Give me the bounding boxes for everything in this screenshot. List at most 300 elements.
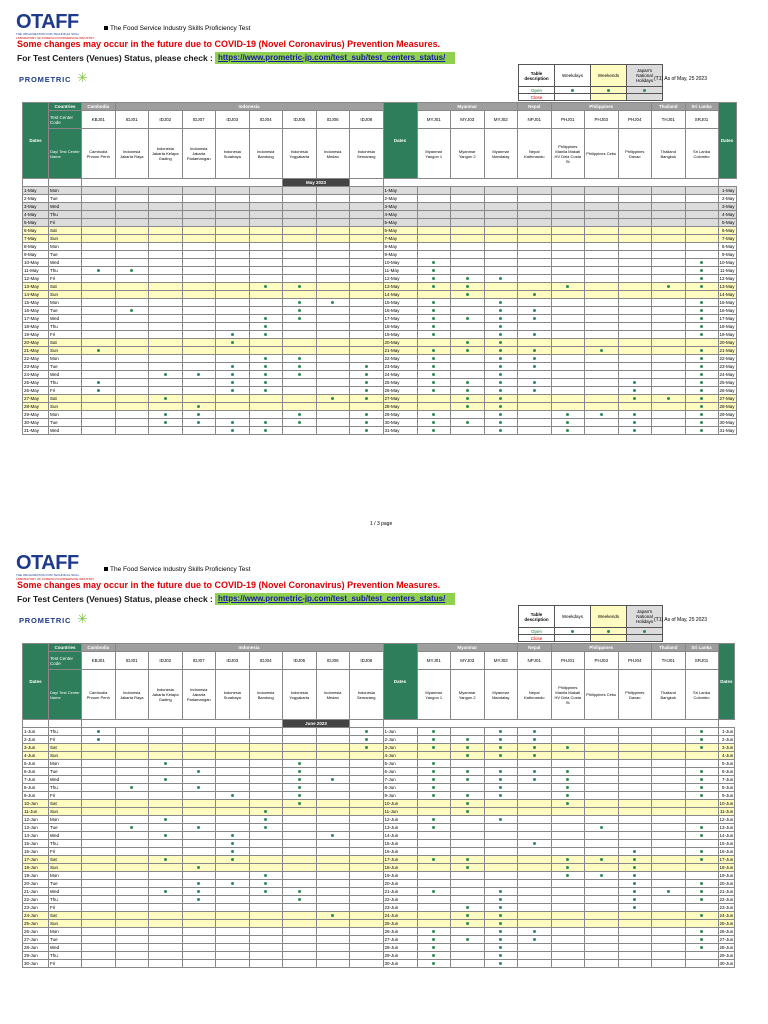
schedule-cell[interactable] [316,387,350,395]
schedule-cell[interactable] [216,936,250,944]
schedule-cell[interactable] [551,403,585,411]
schedule-cell[interactable] [149,243,183,251]
schedule-cell[interactable] [149,736,183,744]
schedule-cell[interactable] [115,928,149,936]
schedule-cell[interactable] [484,355,518,363]
schedule-cell[interactable] [216,403,250,411]
schedule-cell[interactable] [484,880,518,888]
schedule-cell[interactable] [551,832,585,840]
schedule-cell[interactable] [484,856,518,864]
schedule-cell[interactable] [551,387,585,395]
schedule-cell[interactable] [417,323,451,331]
schedule-cell[interactable] [518,395,552,403]
schedule-cell[interactable] [115,752,149,760]
schedule-cell[interactable] [182,427,216,435]
schedule-cell[interactable] [115,952,149,960]
schedule-cell[interactable] [618,299,652,307]
schedule-cell[interactable] [149,219,183,227]
schedule-cell[interactable] [283,896,317,904]
schedule-cell[interactable] [283,363,317,371]
schedule-cell[interactable] [115,211,149,219]
schedule-cell[interactable] [216,824,250,832]
schedule-cell[interactable] [618,768,652,776]
schedule-cell[interactable] [350,880,384,888]
schedule-cell[interactable] [652,291,686,299]
schedule-cell[interactable] [316,243,350,251]
schedule-cell[interactable] [149,872,183,880]
schedule-cell[interactable] [216,283,250,291]
schedule-cell[interactable] [484,840,518,848]
schedule-cell[interactable] [652,195,686,203]
schedule-cell[interactable] [451,928,485,936]
schedule-cell[interactable] [182,872,216,880]
schedule-cell[interactable] [149,387,183,395]
schedule-cell[interactable] [82,259,116,267]
schedule-cell[interactable] [316,872,350,880]
schedule-cell[interactable] [350,275,384,283]
schedule-cell[interactable] [249,784,283,792]
schedule-cell[interactable] [685,760,718,768]
schedule-cell[interactable] [685,816,718,824]
schedule-cell[interactable] [652,856,686,864]
schedule-cell[interactable] [283,411,317,419]
schedule-cell[interactable] [283,211,317,219]
schedule-cell[interactable] [115,880,149,888]
schedule-cell[interactable] [316,195,350,203]
schedule-cell[interactable] [216,944,250,952]
schedule-cell[interactable] [451,315,485,323]
schedule-cell[interactable] [652,920,686,928]
schedule-cell[interactable] [249,952,283,960]
schedule-cell[interactable] [350,227,384,235]
schedule-cell[interactable] [451,728,485,736]
schedule-cell[interactable] [82,888,116,896]
schedule-cell[interactable] [149,928,183,936]
schedule-cell[interactable] [82,752,116,760]
schedule-cell[interactable] [618,928,652,936]
schedule-cell[interactable] [216,816,250,824]
schedule-cell[interactable] [149,331,183,339]
schedule-cell[interactable] [451,872,485,880]
schedule-cell[interactable] [685,291,718,299]
schedule-cell[interactable] [484,251,518,259]
schedule-cell[interactable] [451,259,485,267]
schedule-cell[interactable] [551,960,585,968]
schedule-cell[interactable] [685,283,718,291]
schedule-cell[interactable] [484,896,518,904]
schedule-cell[interactable] [149,728,183,736]
schedule-cell[interactable] [685,339,718,347]
schedule-cell[interactable] [216,728,250,736]
status-link[interactable]: https://www.prometric-jp.com/test_sub/test_centers_status/ [215,593,455,605]
schedule-cell[interactable] [652,403,686,411]
schedule-cell[interactable] [618,736,652,744]
schedule-cell[interactable] [585,816,619,824]
schedule-cell[interactable] [618,275,652,283]
schedule-cell[interactable] [451,912,485,920]
schedule-cell[interactable] [149,403,183,411]
schedule-cell[interactable] [518,880,552,888]
schedule-cell[interactable] [685,347,718,355]
schedule-cell[interactable] [484,832,518,840]
schedule-cell[interactable] [417,864,451,872]
schedule-cell[interactable] [685,387,718,395]
schedule-cell[interactable] [685,315,718,323]
schedule-cell[interactable] [283,880,317,888]
schedule-cell[interactable] [685,808,718,816]
schedule-cell[interactable] [451,896,485,904]
schedule-cell[interactable] [551,912,585,920]
schedule-cell[interactable] [518,944,552,952]
schedule-cell[interactable] [618,427,652,435]
schedule-cell[interactable] [685,331,718,339]
schedule-cell[interactable] [484,888,518,896]
schedule-cell[interactable] [216,776,250,784]
schedule-cell[interactable] [115,219,149,227]
schedule-cell[interactable] [249,227,283,235]
schedule-cell[interactable] [350,816,384,824]
schedule-cell[interactable] [316,896,350,904]
schedule-cell[interactable] [417,299,451,307]
schedule-cell[interactable] [417,848,451,856]
schedule-cell[interactable] [249,928,283,936]
schedule-cell[interactable] [484,291,518,299]
schedule-cell[interactable] [685,203,718,211]
schedule-cell[interactable] [316,291,350,299]
schedule-cell[interactable] [618,419,652,427]
schedule-cell[interactable] [551,752,585,760]
schedule-cell[interactable] [149,283,183,291]
schedule-cell[interactable] [316,411,350,419]
schedule-cell[interactable] [283,736,317,744]
schedule-cell[interactable] [316,840,350,848]
schedule-cell[interactable] [182,792,216,800]
schedule-cell[interactable] [283,243,317,251]
schedule-cell[interactable] [484,259,518,267]
schedule-cell[interactable] [652,299,686,307]
schedule-cell[interactable] [149,363,183,371]
schedule-cell[interactable] [585,379,619,387]
schedule-cell[interactable] [551,251,585,259]
schedule-cell[interactable] [618,920,652,928]
schedule-cell[interactable] [249,920,283,928]
schedule-cell[interactable] [484,792,518,800]
schedule-cell[interactable] [316,235,350,243]
schedule-cell[interactable] [551,267,585,275]
schedule-cell[interactable] [216,832,250,840]
schedule-cell[interactable] [685,952,718,960]
schedule-cell[interactable] [350,856,384,864]
schedule-cell[interactable] [685,395,718,403]
schedule-cell[interactable] [652,928,686,936]
schedule-cell[interactable] [618,776,652,784]
schedule-cell[interactable] [451,203,485,211]
schedule-cell[interactable] [585,864,619,872]
schedule-cell[interactable] [518,928,552,936]
schedule-cell[interactable] [182,355,216,363]
schedule-cell[interactable] [115,848,149,856]
schedule-cell[interactable] [316,339,350,347]
schedule-cell[interactable] [417,768,451,776]
schedule-cell[interactable] [585,243,619,251]
schedule-cell[interactable] [551,848,585,856]
schedule-cell[interactable] [685,259,718,267]
schedule-cell[interactable] [82,856,116,864]
schedule-cell[interactable] [216,411,250,419]
schedule-cell[interactable] [685,195,718,203]
schedule-cell[interactable] [685,267,718,275]
schedule-cell[interactable] [652,792,686,800]
schedule-cell[interactable] [685,736,718,744]
schedule-cell[interactable] [216,768,250,776]
schedule-cell[interactable] [216,307,250,315]
schedule-cell[interactable] [518,768,552,776]
schedule-cell[interactable] [316,744,350,752]
schedule-cell[interactable] [417,403,451,411]
schedule-cell[interactable] [182,283,216,291]
schedule-cell[interactable] [216,920,250,928]
schedule-cell[interactable] [350,307,384,315]
schedule-cell[interactable] [115,744,149,752]
schedule-cell[interactable] [417,912,451,920]
schedule-cell[interactable] [551,379,585,387]
schedule-cell[interactable] [618,243,652,251]
schedule-cell[interactable] [585,800,619,808]
schedule-cell[interactable] [685,936,718,944]
schedule-cell[interactable] [652,760,686,768]
schedule-cell[interactable] [115,387,149,395]
schedule-cell[interactable] [316,936,350,944]
schedule-cell[interactable] [618,760,652,768]
schedule-cell[interactable] [585,395,619,403]
schedule-cell[interactable] [316,275,350,283]
schedule-cell[interactable] [115,355,149,363]
schedule-cell[interactable] [618,856,652,864]
schedule-cell[interactable] [618,339,652,347]
schedule-cell[interactable] [685,411,718,419]
schedule-cell[interactable] [350,299,384,307]
schedule-cell[interactable] [551,395,585,403]
schedule-cell[interactable] [417,355,451,363]
schedule-cell[interactable] [451,816,485,824]
schedule-cell[interactable] [451,832,485,840]
schedule-cell[interactable] [652,235,686,243]
schedule-cell[interactable] [249,259,283,267]
schedule-cell[interactable] [115,331,149,339]
schedule-cell[interactable] [149,792,183,800]
schedule-cell[interactable] [551,888,585,896]
schedule-cell[interactable] [618,936,652,944]
schedule-cell[interactable] [249,856,283,864]
schedule-cell[interactable] [115,203,149,211]
schedule-cell[interactable] [216,864,250,872]
schedule-cell[interactable] [685,403,718,411]
schedule-cell[interactable] [316,427,350,435]
schedule-cell[interactable] [484,824,518,832]
schedule-cell[interactable] [451,784,485,792]
schedule-cell[interactable] [618,259,652,267]
schedule-cell[interactable] [316,728,350,736]
schedule-cell[interactable] [417,371,451,379]
schedule-cell[interactable] [585,840,619,848]
schedule-cell[interactable] [585,872,619,880]
schedule-cell[interactable] [685,904,718,912]
schedule-cell[interactable] [82,243,116,251]
schedule-cell[interactable] [484,864,518,872]
schedule-cell[interactable] [585,912,619,920]
schedule-cell[interactable] [82,267,116,275]
schedule-cell[interactable] [182,227,216,235]
schedule-cell[interactable] [82,912,116,920]
schedule-cell[interactable] [685,896,718,904]
schedule-cell[interactable] [451,411,485,419]
schedule-cell[interactable] [618,331,652,339]
schedule-cell[interactable] [182,267,216,275]
schedule-cell[interactable] [149,411,183,419]
schedule-cell[interactable] [182,331,216,339]
schedule-cell[interactable] [82,403,116,411]
schedule-cell[interactable] [115,259,149,267]
schedule-cell[interactable] [182,211,216,219]
schedule-cell[interactable] [82,960,116,968]
schedule-cell[interactable] [283,267,317,275]
schedule-cell[interactable] [551,211,585,219]
schedule-cell[interactable] [182,776,216,784]
schedule-cell[interactable] [216,363,250,371]
schedule-cell[interactable] [417,195,451,203]
schedule-cell[interactable] [585,824,619,832]
schedule-cell[interactable] [316,315,350,323]
schedule-cell[interactable] [451,880,485,888]
schedule-cell[interactable] [82,952,116,960]
schedule-cell[interactable] [618,888,652,896]
schedule-cell[interactable] [451,944,485,952]
schedule-cell[interactable] [115,864,149,872]
schedule-cell[interactable] [417,275,451,283]
schedule-cell[interactable] [551,235,585,243]
schedule-cell[interactable] [551,808,585,816]
schedule-cell[interactable] [484,299,518,307]
schedule-cell[interactable] [652,768,686,776]
schedule-cell[interactable] [618,744,652,752]
schedule-cell[interactable] [216,323,250,331]
schedule-cell[interactable] [249,888,283,896]
schedule-cell[interactable] [618,187,652,195]
schedule-cell[interactable] [484,848,518,856]
schedule-cell[interactable] [350,888,384,896]
schedule-cell[interactable] [115,195,149,203]
schedule-cell[interactable] [618,800,652,808]
schedule-cell[interactable] [451,824,485,832]
schedule-cell[interactable] [652,419,686,427]
schedule-cell[interactable] [350,768,384,776]
schedule-cell[interactable] [652,800,686,808]
schedule-cell[interactable] [82,411,116,419]
schedule-cell[interactable] [283,427,317,435]
schedule-cell[interactable] [249,832,283,840]
schedule-cell[interactable] [685,848,718,856]
schedule-cell[interactable] [484,307,518,315]
schedule-cell[interactable] [652,227,686,235]
schedule-cell[interactable] [585,419,619,427]
schedule-cell[interactable] [115,395,149,403]
schedule-cell[interactable] [585,728,619,736]
schedule-cell[interactable] [618,315,652,323]
schedule-cell[interactable] [283,323,317,331]
schedule-cell[interactable] [249,331,283,339]
schedule-cell[interactable] [149,832,183,840]
schedule-cell[interactable] [551,936,585,944]
schedule-cell[interactable] [518,211,552,219]
schedule-cell[interactable] [249,339,283,347]
schedule-cell[interactable] [417,776,451,784]
schedule-cell[interactable] [350,387,384,395]
schedule-cell[interactable] [551,419,585,427]
schedule-cell[interactable] [115,936,149,944]
schedule-cell[interactable] [283,283,317,291]
schedule-cell[interactable] [618,864,652,872]
schedule-cell[interactable] [182,411,216,419]
schedule-cell[interactable] [115,291,149,299]
schedule-cell[interactable] [249,299,283,307]
schedule-cell[interactable] [350,235,384,243]
schedule-cell[interactable] [249,411,283,419]
schedule-cell[interactable] [115,315,149,323]
schedule-cell[interactable] [182,952,216,960]
schedule-cell[interactable] [484,315,518,323]
schedule-cell[interactable] [551,896,585,904]
schedule-cell[interactable] [551,800,585,808]
schedule-cell[interactable] [316,363,350,371]
schedule-cell[interactable] [283,195,317,203]
schedule-cell[interactable] [685,427,718,435]
schedule-cell[interactable] [451,904,485,912]
schedule-cell[interactable] [115,363,149,371]
schedule-cell[interactable] [82,379,116,387]
schedule-cell[interactable] [350,936,384,944]
schedule-cell[interactable] [283,331,317,339]
schedule-cell[interactable] [551,824,585,832]
schedule-cell[interactable] [685,728,718,736]
schedule-cell[interactable] [417,427,451,435]
schedule-cell[interactable] [350,355,384,363]
schedule-cell[interactable] [82,323,116,331]
schedule-cell[interactable] [585,267,619,275]
schedule-cell[interactable] [652,339,686,347]
schedule-cell[interactable] [652,816,686,824]
schedule-cell[interactable] [417,363,451,371]
schedule-cell[interactable] [350,784,384,792]
schedule-cell[interactable] [652,187,686,195]
schedule-cell[interactable] [652,355,686,363]
schedule-cell[interactable] [451,355,485,363]
schedule-cell[interactable] [484,203,518,211]
schedule-cell[interactable] [417,387,451,395]
schedule-cell[interactable] [216,267,250,275]
schedule-cell[interactable] [350,323,384,331]
schedule-cell[interactable] [518,832,552,840]
schedule-cell[interactable] [451,211,485,219]
schedule-cell[interactable] [451,960,485,968]
schedule-cell[interactable] [82,211,116,219]
schedule-cell[interactable] [417,728,451,736]
schedule-cell[interactable] [484,920,518,928]
schedule-cell[interactable] [182,363,216,371]
schedule-cell[interactable] [585,944,619,952]
schedule-cell[interactable] [316,816,350,824]
schedule-cell[interactable] [316,752,350,760]
schedule-cell[interactable] [283,936,317,944]
